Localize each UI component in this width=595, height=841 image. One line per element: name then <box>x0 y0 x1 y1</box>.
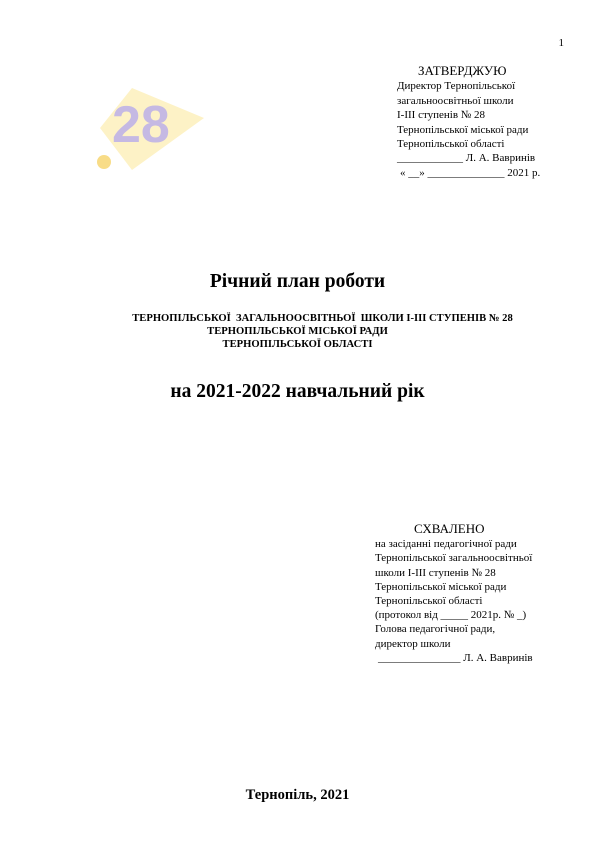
academic-year: на 2021-2022 навчальний рік <box>170 381 425 402</box>
approval-line: Тернопільської міської ради <box>397 123 529 136</box>
council-line: школи І-ІІІ ступенів № 28 <box>375 566 496 579</box>
approval-date: « __» ______________ 2021 р. <box>400 166 541 179</box>
council-signature: _______________ Л. А. Вавринів <box>378 651 533 664</box>
approved-by-council-block <box>375 522 565 665</box>
school-name-line: ТЕРНОПІЛЬСЬКОЇ ЗАГАЛЬНООСВІТНЬОЇ ШКОЛИ І-ІІІ СТУПЕНІВ № 28 <box>132 313 513 324</box>
page-number: 1 <box>558 37 564 49</box>
council-line: Тернопільської області <box>375 595 483 608</box>
council-line: на засіданні педагогічної ради <box>375 538 517 551</box>
council-line: директор школи <box>375 637 451 650</box>
approval-line: загальноосвітньої школи <box>397 94 514 107</box>
approval-block <box>397 64 572 180</box>
school-name-line: ТЕРНОПІЛЬСЬКОЇ МІСЬКОЇ РАДИ <box>207 326 388 337</box>
approval-line: І-ІІІ ступенів № 28 <box>397 109 486 122</box>
council-heading: СХВАЛЕНО <box>414 521 485 536</box>
council-line: Тернопільської міської ради <box>375 580 507 593</box>
school-logo <box>92 82 210 174</box>
city-year: Тернопіль, 2021 <box>245 787 350 803</box>
council-line: (протокол від _____ 2021р. № _) <box>375 609 527 622</box>
approval-signature: ____________ Л. А. Вавринів <box>397 152 536 165</box>
approval-line: Директор Тернопільської <box>397 80 516 93</box>
school-name-line: ТЕРНОПІЛЬСЬКОЇ ОБЛАСТІ <box>222 339 373 350</box>
council-line: Тернопільської загальноосвітньої <box>375 552 533 565</box>
approval-heading: ЗАТВЕРДЖУЮ <box>418 63 507 78</box>
school-name <box>0 312 595 351</box>
document-title: Річний план роботи <box>209 271 386 292</box>
logo-dot <box>97 155 111 169</box>
council-line: Голова педагогічної ради, <box>375 623 496 636</box>
approval-line: Тернопільської області <box>397 138 505 151</box>
logo-number: 28 <box>112 96 170 154</box>
